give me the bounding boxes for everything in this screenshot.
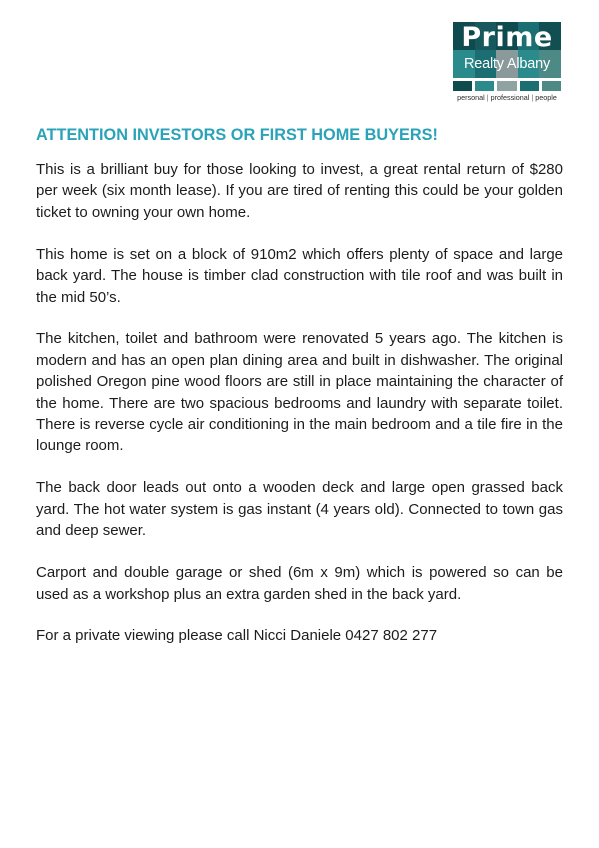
paragraph-outdoor-utilities: The back door leads out onto a wooden deck and large open grassed back yard. The hot water system is gas instant (4 years old). Connected to town gas and deep sewer.	[36, 479, 563, 540]
tagline-separator: |	[486, 93, 489, 102]
logo-color-bars	[453, 81, 561, 91]
tagline-word: people	[535, 93, 557, 102]
paragraph-investment: This is a brilliant buy for those looking to invest, a great rental return of $280 per week (six month lease). If you are tired of renting this could be your golden ticket to owning your own home.	[36, 161, 563, 221]
logo-bar	[453, 81, 472, 91]
paragraph-garage-shed: Carport and double garage or shed (6m x 9m) which is powered so can be used as a workshop plus an extra garden shed in the back yard.	[36, 564, 563, 603]
logo-bar	[497, 81, 516, 91]
logo-tagline	[453, 93, 561, 102]
paragraph-contact: For a private viewing please call Nicci Daniele 0427 802 277	[36, 627, 438, 645]
logo-brand-text: Prime	[461, 22, 553, 53]
logo-bar	[520, 81, 539, 91]
tagline-word: personal	[457, 93, 485, 102]
tagline-word: professional	[490, 93, 530, 102]
paragraph-block-construction: This home is set on a block of 910m2 which offers plenty of space and large back yard. The house is timber clad construction with tile roof and was built in the mid 50’s.	[36, 245, 563, 306]
listing-heading: ATTENTION INVESTORS OR FIRST HOME BUYERS!	[36, 126, 438, 144]
paragraph-interior: The kitchen, toilet and bathroom were renovated 5 years ago. The kitchen is modern and has an open plan dining area and built in dishwasher. The original polished Oregon pine wood floors are still in place maintaining the character of the home. There are two spacious bedrooms and laundry with separate toilet. There is reverse cycle air conditioning in the main bedroom and a tile fire in the lounge room.	[36, 330, 563, 455]
logo-bar	[542, 81, 561, 91]
listing-body	[36, 124, 563, 667]
prime-realty-logo	[453, 22, 561, 104]
logo-bar	[475, 81, 494, 91]
logo-subbrand-text: Realty Albany	[463, 56, 551, 72]
tagline-separator: |	[531, 93, 534, 102]
